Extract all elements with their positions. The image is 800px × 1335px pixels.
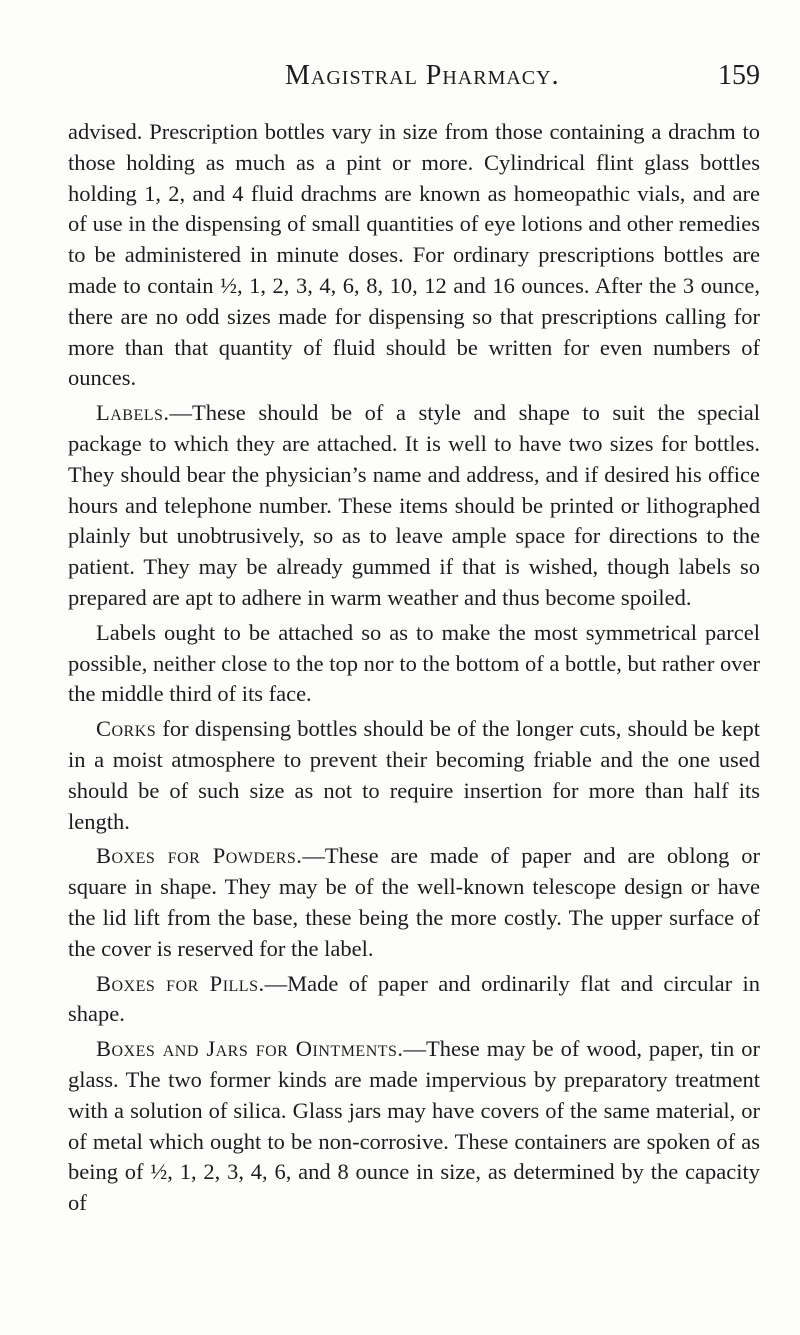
section-heading-corks: Corks (96, 716, 157, 742)
paragraph-text: —These should be of a style and shape to suit the special package to which they are attached. It is well to have two sizes for bottles. They should bear the physician’s name and address, and if desired his office hours and telephone number. These items should be printed or lithographed plainly but unobtrusively, so as to leave ample space for directions to the patient. They may be already gummed if that is wished, though labels so prepared are apt to adhere in warm weather and thus become spoiled. (68, 400, 760, 610)
paragraph-text: —These are made of paper and are oblong or square in shape. They may be of the well-known telescope design or have the lid lift from the base, these being the more costly. The upper surface of the cover is reserved for the label. (68, 843, 760, 961)
paragraph-boxes-powders (68, 841, 760, 964)
paragraph-text: Labels ought to be attached so as to make the most symmetrical parcel possible, neither close to the top nor to the bottom of a bottle, but rather over the middle third of its face. (68, 619, 760, 707)
paragraph-boxes-pills (68, 969, 760, 1031)
section-heading-boxes-pills: Boxes for Pills. (96, 970, 265, 996)
paragraph-label-placement (68, 618, 760, 710)
paragraph-boxes-jars-ointments (68, 1034, 760, 1219)
paragraph-text: advised. Prescription bottles vary in size from those containing a drachm to those holding as much as a pint or more. Cylindrical flint glass bottles holding 1, 2, and 4 fluid drachms are known as homeopathic vials, and are of use in the dispensing of small quantities of eye lotions and other remedies to be administered in minute doses. For ordinary prescriptions bottles are made to contain ½, 1, 2, 3, 4, 6, 8, 10, 12 and 16 ounces. After the 3 ounce, there are no odd sizes made for dispensing so that prescriptions calling for more than that quantity of fluid should be written for even numbers of ounces. (68, 119, 760, 391)
paragraph-bottle-sizes (68, 117, 760, 394)
body-text (68, 117, 760, 1219)
book-page (68, 58, 760, 1219)
section-heading-boxes-powders: Boxes for Powders. (96, 843, 303, 869)
paragraph-text: for dispensing bottles should be of the longer cuts, should be kept in a moist atmosphere to prevent their becoming friable and the one used should be of such size as not to require insertion for more than half its length. (68, 716, 760, 834)
section-heading-labels: Labels. (96, 400, 170, 426)
paragraph-text: —Made of paper and ordinarily flat and circular in shape. (68, 970, 761, 1027)
page-number: 159 (718, 60, 760, 91)
section-heading-boxes-jars-ointments: Boxes and Jars for Ointments. (96, 1036, 404, 1062)
running-head-title: Magistral Pharmacy. (285, 60, 560, 91)
paragraph-text: —These may be of wood, paper, tin or glass. The two former kinds are made impervious by preparatory treatment with a solution of silica. Glass jars may have covers of the same material, or of metal which ought to be non-corrosive. These containers are spoken of as being of ½, 1, 2, 3, 4, 6, and 8 ounce in size, as determined by the capacity of (68, 1036, 760, 1216)
paragraph-labels (68, 398, 760, 614)
running-head (68, 58, 760, 98)
paragraph-corks (68, 714, 760, 837)
